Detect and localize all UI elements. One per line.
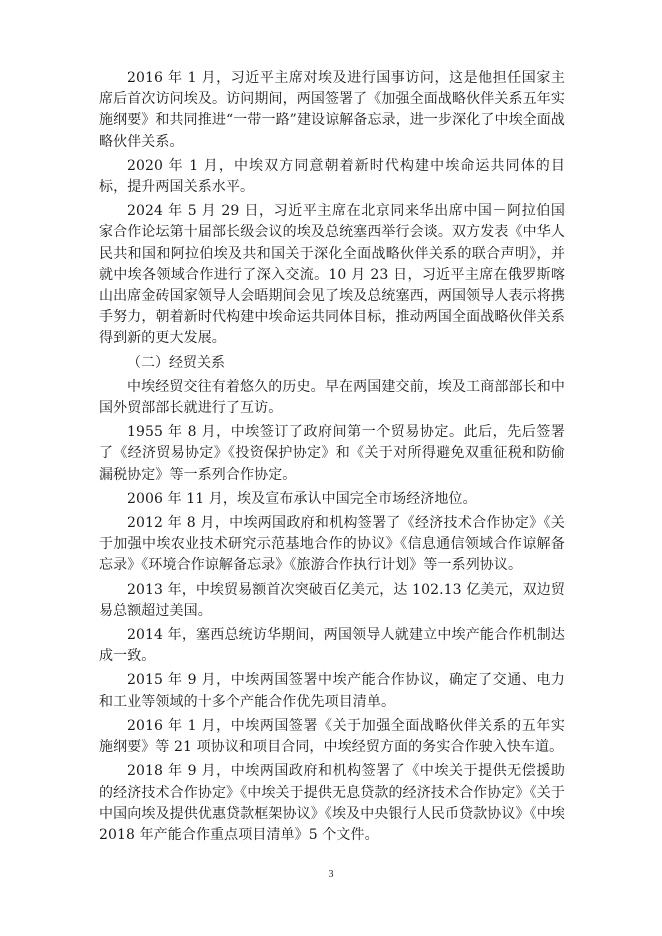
paragraph: 2024 年 5 月 29 日，习近平主席在北京同来华出席中国－阿拉伯国家合作论坛第十届部长级会议的埃及总统塞西举行会谈。双方发表《中华人民共和国和阿拉伯埃及共和国关于深化全面战略伙伴关系的联合声明》，并就中埃各领域合作进行了深入交流。10 月 23 日，习近平主席在俄罗斯喀山出席金砖国家领导人会晤期间会见了埃及总统塞西，两国领导人表示将携手努力，朝着新时代构建中埃命运共同体目标，推动两国全面战略伙伴关系得到新的更大发展。: [99, 203, 565, 347]
paragraph: 2016 年 1 月，中埃两国签署《关于加强全面战略伙伴关系的五年实施纲要》等 21 项协议和项目合同，中埃经贸方面的务实合作驶入快车道。: [99, 717, 565, 756]
paragraph: 2020 年 1 月，中埃双方同意朝着新时代构建中埃命运共同体的目标，提升两国关系水平。: [99, 157, 565, 196]
paragraph: 2018 年 9 月，中埃两国政府和机构签署了《中埃关于提供无偿援助的经济技术合作协定》《中埃关于提供无息贷款的经济技术合作协定》《关于中国向埃及提供优惠贷款框架协议》《埃及中央银行人民币贷款协议》《中埃 2018 年产能合作重点项目清单》5 个文件。: [99, 763, 565, 843]
section-heading: （二）经贸关系: [127, 354, 225, 371]
page-body: [99, 68, 565, 849]
paragraph: 中埃经贸交往有着悠久的历史。早在两国建交前，埃及工商部部长和中国外贸部部长就进行了互访。: [99, 378, 565, 417]
paragraph: 1955 年 8 月，中埃签订了政府间第一个贸易协定。此后，先后签署了《经济贸易协定》《投资保护协定》和《关于对所得避免双重征税和防偷漏税协定》等一系列合作协定。: [99, 424, 565, 483]
paragraph: 2013 年，中埃贸易额首次突破百亿美元，达 102.13 亿美元，双边贸易总额超过美国。: [99, 581, 565, 619]
paragraph: 2014 年，塞西总统访华期间，两国领导人就建立中埃产能合作机制达成一致。: [99, 627, 565, 665]
page-number: 3: [328, 869, 334, 880]
paragraph: 2006 年 11 月，埃及宣布承认中国完全市场经济地位。: [127, 490, 477, 507]
paragraph: 2016 年 1 月，习近平主席对埃及进行国事访问，这是他担任国家主席后首次访问埃及。访问期间，两国签署了《加强全面战略伙伴关系五年实施纲要》和共同推进“一带一路”建设谅解备忘录，进一步深化了中埃全面战略伙伴关系。: [99, 70, 565, 150]
paragraph: 2012 年 8 月，中埃两国政府和机构签署了《经济技术合作协定》《关于加强中埃农业技术研究示范基地合作的协议》《信息通信领域合作谅解备忘录》《环境合作谅解备忘录》《旅游合作执行计划》等一系列协议。: [99, 515, 565, 574]
paragraph: 2015 年 9 月，中埃两国签署中埃产能合作协议，确定了交通、电力和工业等领域的十多个产能合作优先项目清单。: [99, 672, 565, 710]
